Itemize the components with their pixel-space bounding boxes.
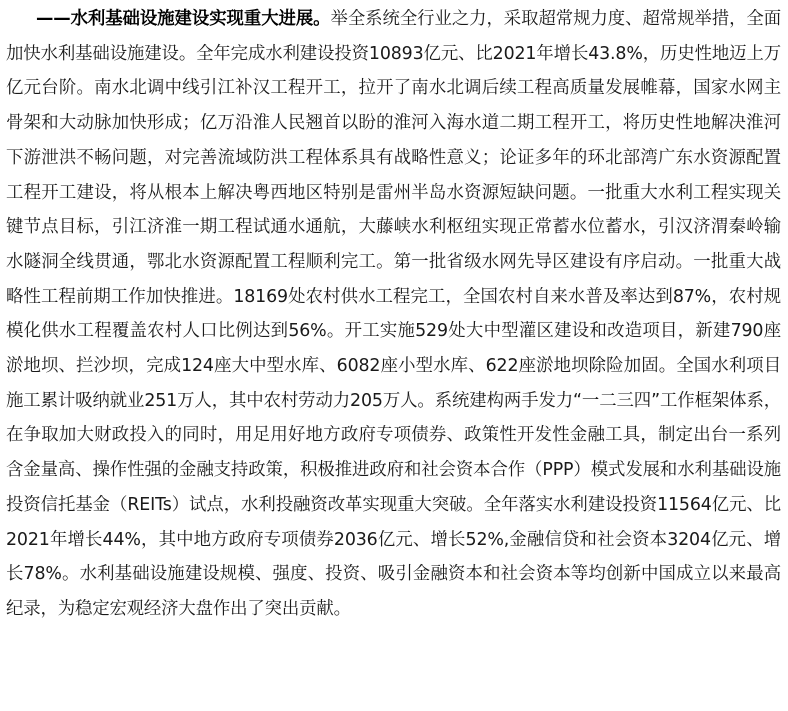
paragraph-body: 举全系统全行业之力，采取超常规力度、超常规举措，全面加快水利基础设施建设。全年完成水利建设投资10893亿元、比2021年增长43.8%，历史性地迈上万亿元台阶。南水北调中线引江补汉工程开工，拉开了南水北调后续工程高质量发展帷幕，国家水网主骨架和大动脉加快形成；亿万沿淮人民翘首以盼的淮河入海水道二期工程开工，将历史性地解决淮河下游泄洪不畅问题，对完善流域防洪工程体系具有战略性意义；论证多年的环北部湾广东水资源配置工程开工建设，将从根本上解决粤西地区特别是雷州半岛水资源短缺问题。一批重大水利工程实现关键节点目标，引江济淮一期工程试通水通航，大藤峡水利枢纽实现正常蓄水位蓄水，引汉济渭秦岭输水隧洞全线贯通，鄂北水资源配置工程顺利完工。第一批省级水网先导区建设有序启动。一批重大战略性工程前期工作加快推进。18169处农村供水工程完工，全国农村自来水普及率达到87%，农村规模化供水工程覆盖农村人口比例达到56%。开工实施529处大中型灌区建设和改造项目，新建790座淤地坝、拦沙坝，完成124座大中型水库、6082座小型水库、622座淤地坝除险加固。全国水利项目施工累计吸纳就业251万人，其中农村劳动力205万人。系统建构两手发力“一二三四”工作框架体系，在争取加大财政投入的同时，用足用好地方政府专项债券、政策性开发性金融工具，制定出台一系列含金量高、操作性强的金融支持政策，积极推进政府和社会资本合作（PPP）模式发展和水利基础设施投资信托基金（REITs）试点，水利投融资改革实现重大突破。全年落实水利建设投资11564亿元、比2021年增长44%，其中地方政府专项债券2036亿元、增长52%,金融信贷和社会资本3204亿元、增长78%。水利基础设施建设规模、强度、投资、吸引金融资本和社会资本等均创新中国成立以来最高纪录，为稳定宏观经济大盘作出了突出贡献。: [6, 9, 781, 619]
document-paragraph: [6, 2, 781, 627]
paragraph-heading: ——水利基础设施建设实现重大进展。: [36, 9, 331, 29]
